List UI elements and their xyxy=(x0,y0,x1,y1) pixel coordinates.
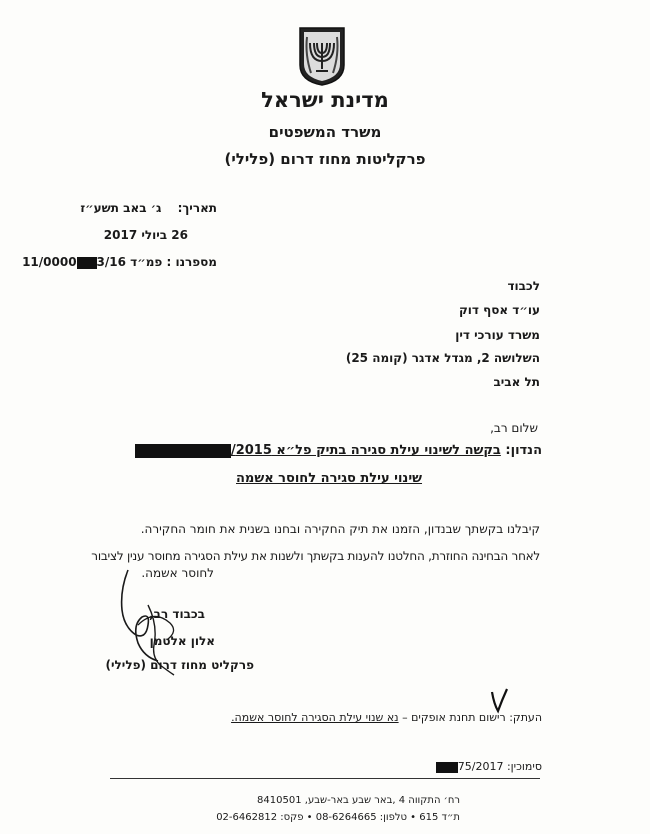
subject-label: הנדון: xyxy=(505,443,542,458)
paragraph-2-line-2: לחוסר אשמה. xyxy=(141,566,214,580)
ref-part-b: 11/0000 xyxy=(22,255,77,269)
copy-label: העתק: xyxy=(509,711,542,724)
recipient-name: עו״ד אסף דוק xyxy=(458,303,540,317)
reference-number-line xyxy=(22,255,217,269)
checkmark-icon xyxy=(488,686,510,714)
redaction xyxy=(77,257,97,269)
paragraph-1: קיבלנו בקשתך שבנדון, הזמנו את תיק החקירה ובחנו בשנית את חומר החקירה. xyxy=(140,522,540,536)
subject-line xyxy=(135,443,542,458)
subject-text: בקשה לשינוי עילת סגירה בתיק פל״א 2015/ xyxy=(230,443,501,458)
date-hebrew: ג׳ באב תשע״ז xyxy=(80,201,162,215)
footer-address: רח׳ התקווה 4 ,באר שבע באר-שבע, 8410501 xyxy=(257,795,460,806)
ref-part-a: 3/16 xyxy=(96,255,126,269)
office-name: פרקליטות מחוז דרום (פלילי) xyxy=(224,150,426,168)
redaction xyxy=(436,762,458,773)
subject-subtitle: שינוי עילת סגירה לחוסר אשמה xyxy=(236,471,423,486)
closing: בכבוד רב, xyxy=(149,607,205,621)
footer-divider xyxy=(110,778,540,779)
reference-line xyxy=(436,760,542,773)
greeting: שלום רב, xyxy=(490,421,538,435)
recipient-city: תל אביב xyxy=(493,375,540,389)
copy-text-underlined: נא שנוי עילת הסגירה לחוסר אשמה. xyxy=(231,711,399,724)
state-emblem xyxy=(297,25,347,87)
recipient-firm: משרד עורכי דין xyxy=(455,328,540,342)
recipient-address: השלושה 2, מגדל אדגר (קומה 25) xyxy=(345,351,540,365)
ref-label: מספרנו : פמ״ד xyxy=(130,255,217,269)
signer-name: אלון אלטמן xyxy=(149,634,215,648)
footer-contact: ת״ד 615 • טלפון: 08-6264665 • פקס: 02-6462812 xyxy=(216,812,460,823)
salutation: לכבוד xyxy=(507,279,540,293)
copy-text: רישום תחנת אופקים – xyxy=(402,711,506,724)
date-label: תאריך: xyxy=(177,201,217,215)
ministry-name: משרד המשפטים xyxy=(268,123,382,141)
reference-value: 75/2017 xyxy=(457,760,504,773)
date-gregorian: 26 ביולי 2017 xyxy=(103,228,188,242)
copy-line xyxy=(231,711,542,724)
redaction xyxy=(135,444,231,458)
date-line xyxy=(80,201,217,215)
signer-title: פרקליט מחוז דרום (פלילי) xyxy=(105,658,254,672)
state-name: מדינת ישראל xyxy=(261,88,389,112)
paragraph-2-line-1: לאחר הבחינה החוזרת, החלטנו להענות בקשתך ולשנות את עילת הסגירה מחוסר ענין לציבור xyxy=(91,549,540,563)
reference-label: סימוכין: xyxy=(506,760,542,773)
